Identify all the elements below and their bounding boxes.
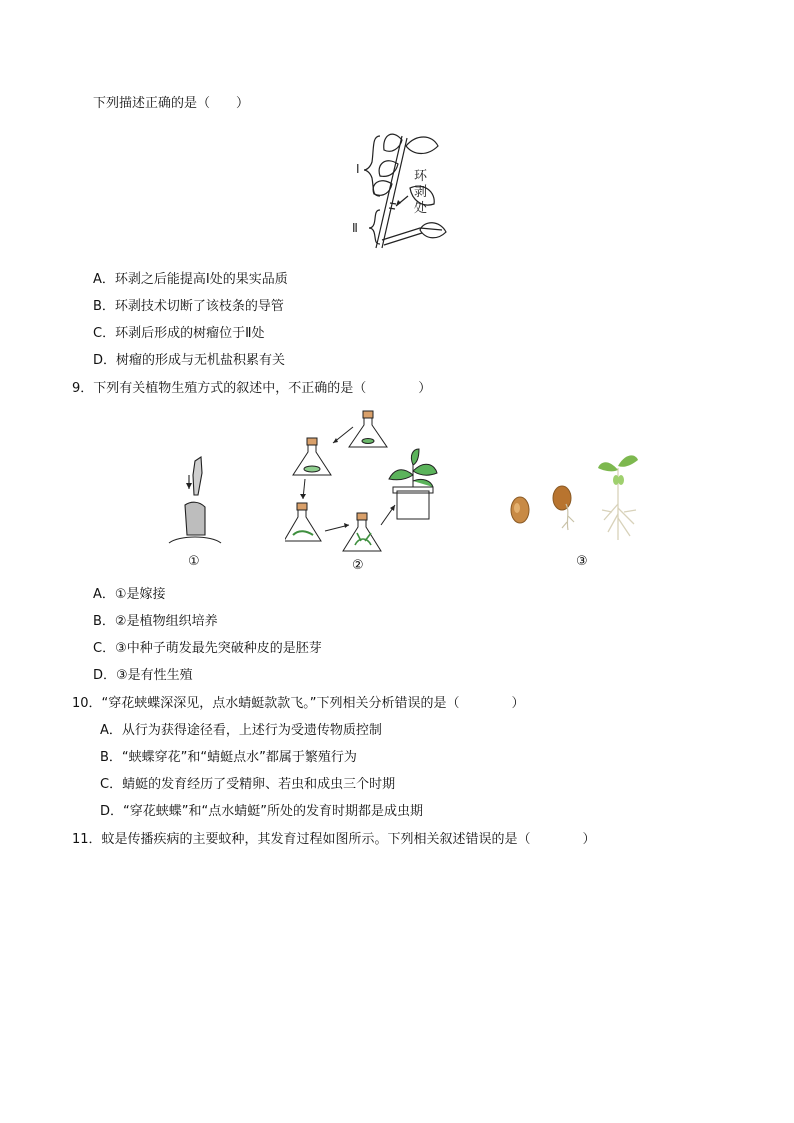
q11-stem: 11．蚊是传播疾病的主要蚊种，其发育过程如图所示。下列相关叙述错误的是（ ） <box>72 832 596 847</box>
q10-option-c: C．蜻蜓的发育经历了受精卵、若虫和成虫三个时期 <box>100 777 396 792</box>
q9-option-d: D．③是有性生殖 <box>93 668 193 683</box>
q10-option-b: B．“蛱蝶穿花”和“蜻蜓点水”都属于繁殖行为 <box>100 750 357 765</box>
q8-option-a: A．环剥之后能提高Ⅰ处的果实品质 <box>93 272 288 287</box>
q9-stem: 9．下列有关植物生殖方式的叙述中，不正确的是（ ） <box>72 381 432 396</box>
q10-option-a: A．从行为获得途径看，上述行为受遗传物质控制 <box>100 723 382 738</box>
q9-option-a: A．①是嫁接 <box>93 587 166 602</box>
label-chu: 处 <box>414 201 428 216</box>
figure-caption-1: ① <box>188 554 200 569</box>
label-huan: 环 <box>414 169 428 184</box>
q8-option-c: C．环剥后形成的树瘤位于Ⅱ处 <box>93 326 265 341</box>
q8-option-b: B．环剥技术切断了该枝条的导管 <box>93 299 284 314</box>
q8-option-d: D．树瘤的形成与无机盐积累有关 <box>93 353 286 368</box>
tissue-culture-figure <box>285 405 445 560</box>
q8-stem: 下列描述正确的是（ ） <box>93 96 250 111</box>
q9-option-b: B．②是植物组织培养 <box>93 614 218 629</box>
label-bo: 剥 <box>414 185 428 200</box>
figure-caption-3: ③ <box>576 554 588 569</box>
label-II: Ⅱ <box>352 221 358 235</box>
label-I: Ⅰ <box>356 162 360 176</box>
grafting-figure <box>165 455 225 550</box>
q10-stem: 10．“穿花蛱蝶深深见，点水蜻蜓款款飞。”下列相关分析错误的是（ ） <box>72 696 525 711</box>
seed-germination-figure <box>500 448 650 543</box>
figure-caption-2: ② <box>352 558 364 573</box>
girdling-branch-figure <box>340 128 455 253</box>
q9-option-c: C．③中种子萌发最先突破种皮的是胚芽 <box>93 641 322 656</box>
q10-option-d: D．“穿花蛱蝶”和“点水蜻蜓”所处的发育时期都是成虫期 <box>100 804 423 819</box>
